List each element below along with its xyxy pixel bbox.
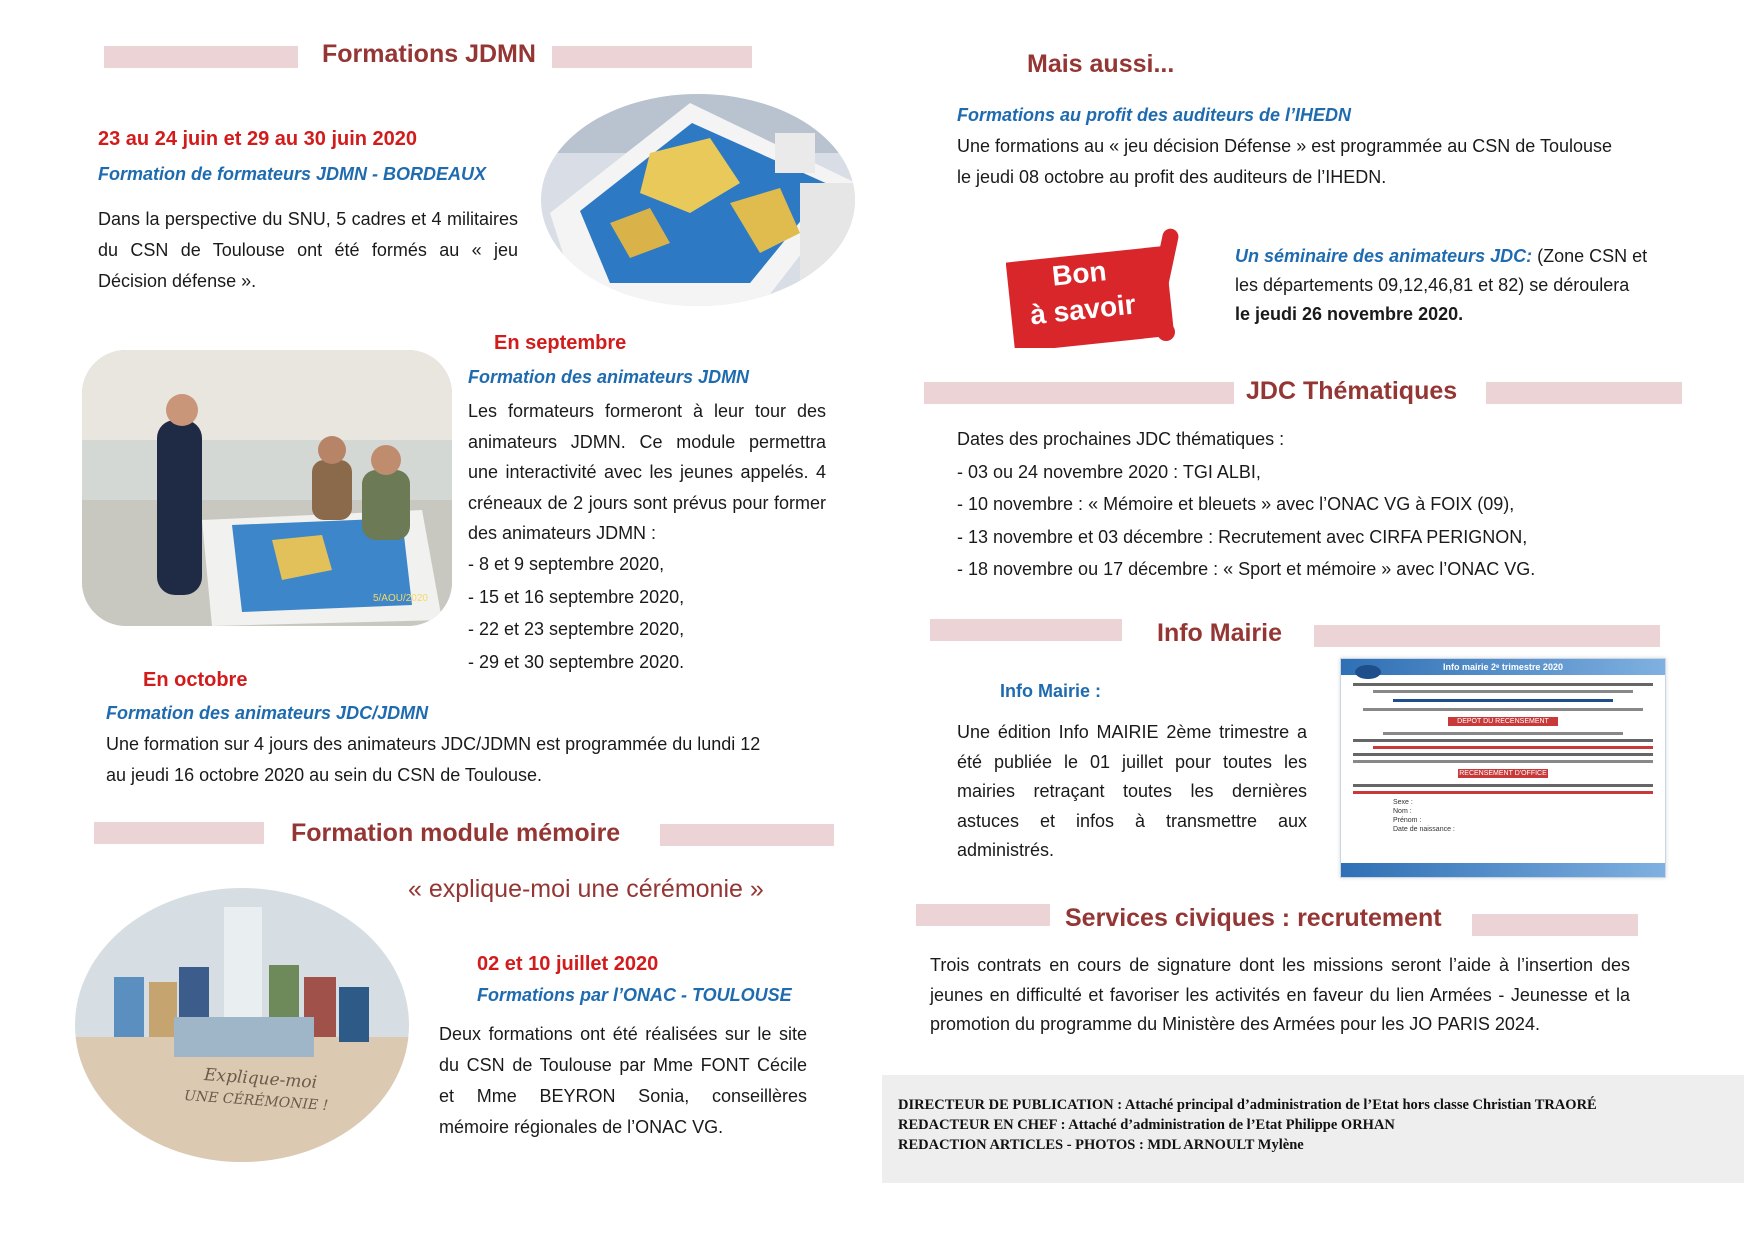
photo-game-board [540, 93, 856, 307]
list-item: - 03 ou 24 novembre 2020 : TGI ALBI, [957, 461, 1261, 482]
badge-text: à savoir [1028, 288, 1138, 331]
decor-bar [1486, 382, 1682, 404]
thumbnail-header: Info mairie 2ᵉ trimestre 2020 [1341, 659, 1665, 675]
list-item: - 22 et 23 septembre 2020, [468, 619, 685, 639]
bon-a-savoir-badge [1006, 224, 1184, 348]
date-list [468, 548, 684, 678]
logo-icon [1355, 665, 1381, 679]
paragraph: Les formateurs formeront à leur tour des animateurs JDMN. Ce module permettra une interactivité avec les jeunes appelés. 4 créneaux de 2 jours sont prévus pour former des animateurs JDMN : [468, 401, 826, 543]
paragraph: Deux formations ont été réalisées sur le site du CSN de Toulouse par Mme FONT Cécile et Mme BEYRON Sonia, conseillères mémoire régionales de l’ONAC VG. [439, 1024, 807, 1137]
paragraph: Un séminaire des animateurs JDC: (Zone CSN et les départements 09,12,46,81 et 82) se déroulera le jeudi 26 novembre 2020. [1235, 246, 1648, 324]
paragraph: Une formations au « jeu décision Défense » est programmée au CSN de Toulouse le jeudi 08 octobre au profit des auditeurs de l’IHEDN. [957, 136, 1613, 187]
event-subtitle: Formations par l’ONAC - TOULOUSE [477, 985, 792, 1005]
inline-highlight: Un séminaire des animateurs JDC: [1235, 246, 1533, 266]
list-item: - 18 novembre ou 17 décembre : « Sport et mémoire » avec l’ONAC VG. [957, 559, 1536, 579]
thumbnail-footer [1341, 863, 1665, 877]
info-mairie-thumbnail [1340, 658, 1666, 878]
jdc-list: Dates des prochaines JDC thématiques : - 03 ou 24 novembre 2020 : TGI ALBI, - 10 novembre : « Mémoire et bleuets » avec l’ONAC VG à FOIX (09), - 13 novembre et 03 décembre : Recrutement avec CIRFA PERIGNON, - 18 novembre ou 17 décembre : « Sport et mémoire » avec l’ONAC VG. [957, 423, 1535, 586]
section-heading-octobre: En octobre [143, 669, 248, 691]
decor-bar [104, 46, 298, 68]
decor-bar [930, 619, 1122, 641]
event-subtitle: Formation de formateurs JDMN - BORDEAUX [98, 164, 487, 184]
thumbnail-box: RECENSEMENT D'OFFICE [1459, 770, 1547, 777]
section-title-formations-jdmn: Formations JDMN [322, 40, 536, 68]
section-title-mais-aussi: Mais aussi... [1027, 50, 1175, 78]
paragraph: Trois contrats en cours de signature dont les missions seront l’aide à l’insertion des jeunes en difficulté et favoriser les activités en faveur du lien Armées - Jeunesse et la promotion du programme du Ministère des Armées pour les JO PARIS 2024. [930, 955, 1630, 1034]
list-item: - 15 et 16 septembre 2020, [468, 586, 685, 607]
credit-line: REDACTEUR EN CHEF : Attaché d’administration de l’Etat Philippe ORHAN [898, 1117, 1395, 1133]
section-subtitle: « explique-moi une cérémonie » [408, 875, 764, 903]
event-subtitle: Formation des animateurs JDC/JDMN [106, 703, 429, 723]
paragraph: Une édition Info MAIRIE 2ème trimestre a été publiée le 01 juillet pour toutes les mairies retraçant toutes les dernières astuces et infos à transmettre aux administrés. [957, 722, 1307, 860]
credits-box [882, 1075, 1744, 1183]
paragraph: Une formation sur 4 jours des animateurs JDC/JDMN est programmée du lundi 12 au jeudi 16 octobre 2020 au sein du CSN de Toulouse. [106, 734, 761, 785]
thumbnail-box: DEPOT DU RECENSEMENT [1448, 717, 1558, 726]
list-item: - 8 et 9 septembre 2020, [468, 554, 665, 574]
event-date: 02 et 10 juillet 2020 [477, 953, 659, 975]
decor-bar [660, 824, 834, 846]
decor-bar [94, 822, 264, 844]
decor-bar [924, 382, 1234, 404]
event-date: 23 au 24 juin et 29 au 30 juin 2020 [98, 128, 418, 150]
list-item: - 13 novembre et 03 décembre : Recrutement avec CIRFA PERIGNON, [957, 526, 1528, 547]
section-title-info-mairie: Info Mairie [1157, 619, 1283, 647]
photo-classroom [82, 350, 452, 626]
decor-bar [916, 904, 1050, 926]
decor-bar [552, 46, 752, 68]
section-title-module-memoire: Formation module mémoire [291, 819, 621, 847]
event-subtitle: Formation des animateurs JDMN [468, 367, 750, 387]
section-title-jdc-thematiques: JDC Thématiques [1246, 377, 1458, 405]
thumbnail-list: Sexe : Nom : Prénom : Date de naissance : [1393, 799, 1455, 833]
credit-line: REDACTION ARTICLES - PHOTOS : MDL ARNOULT Mylène [898, 1137, 1304, 1153]
badge-text: Bon [1050, 255, 1108, 292]
photo-handwritten-text: UNE CÉRÉMONIE ! [183, 1087, 329, 1115]
decor-bar [1472, 914, 1638, 936]
section-heading-septembre: En septembre [494, 332, 627, 354]
decor-bar [1314, 625, 1660, 647]
photo-caption: 5/AOU/2020 [372, 593, 428, 604]
event-subtitle: Info Mairie : [1000, 681, 1102, 701]
event-subtitle: Formations au profit des auditeurs de l’IHEDN [957, 105, 1352, 125]
list-item: - 29 et 30 septembre 2020. [468, 651, 685, 672]
photo-handwritten-text: Explique-moi [203, 1065, 318, 1093]
photo-ceremony [74, 887, 410, 1163]
paragraph: Dans la perspective du SNU, 5 cadres et 4 militaires du CSN de Toulouse ont été formés au « jeu Décision défense ». [98, 209, 518, 291]
section-title-services-civiques: Services civiques : recrutement [1065, 904, 1442, 932]
list-item: - 10 novembre : « Mémoire et bleuets » avec l’ONAC VG à FOIX (09), [957, 494, 1515, 514]
credit-line: DIRECTEUR DE PUBLICATION : Attaché principal d’administration de l’Etat hors classe Christian TRAORÉ [898, 1097, 1597, 1113]
